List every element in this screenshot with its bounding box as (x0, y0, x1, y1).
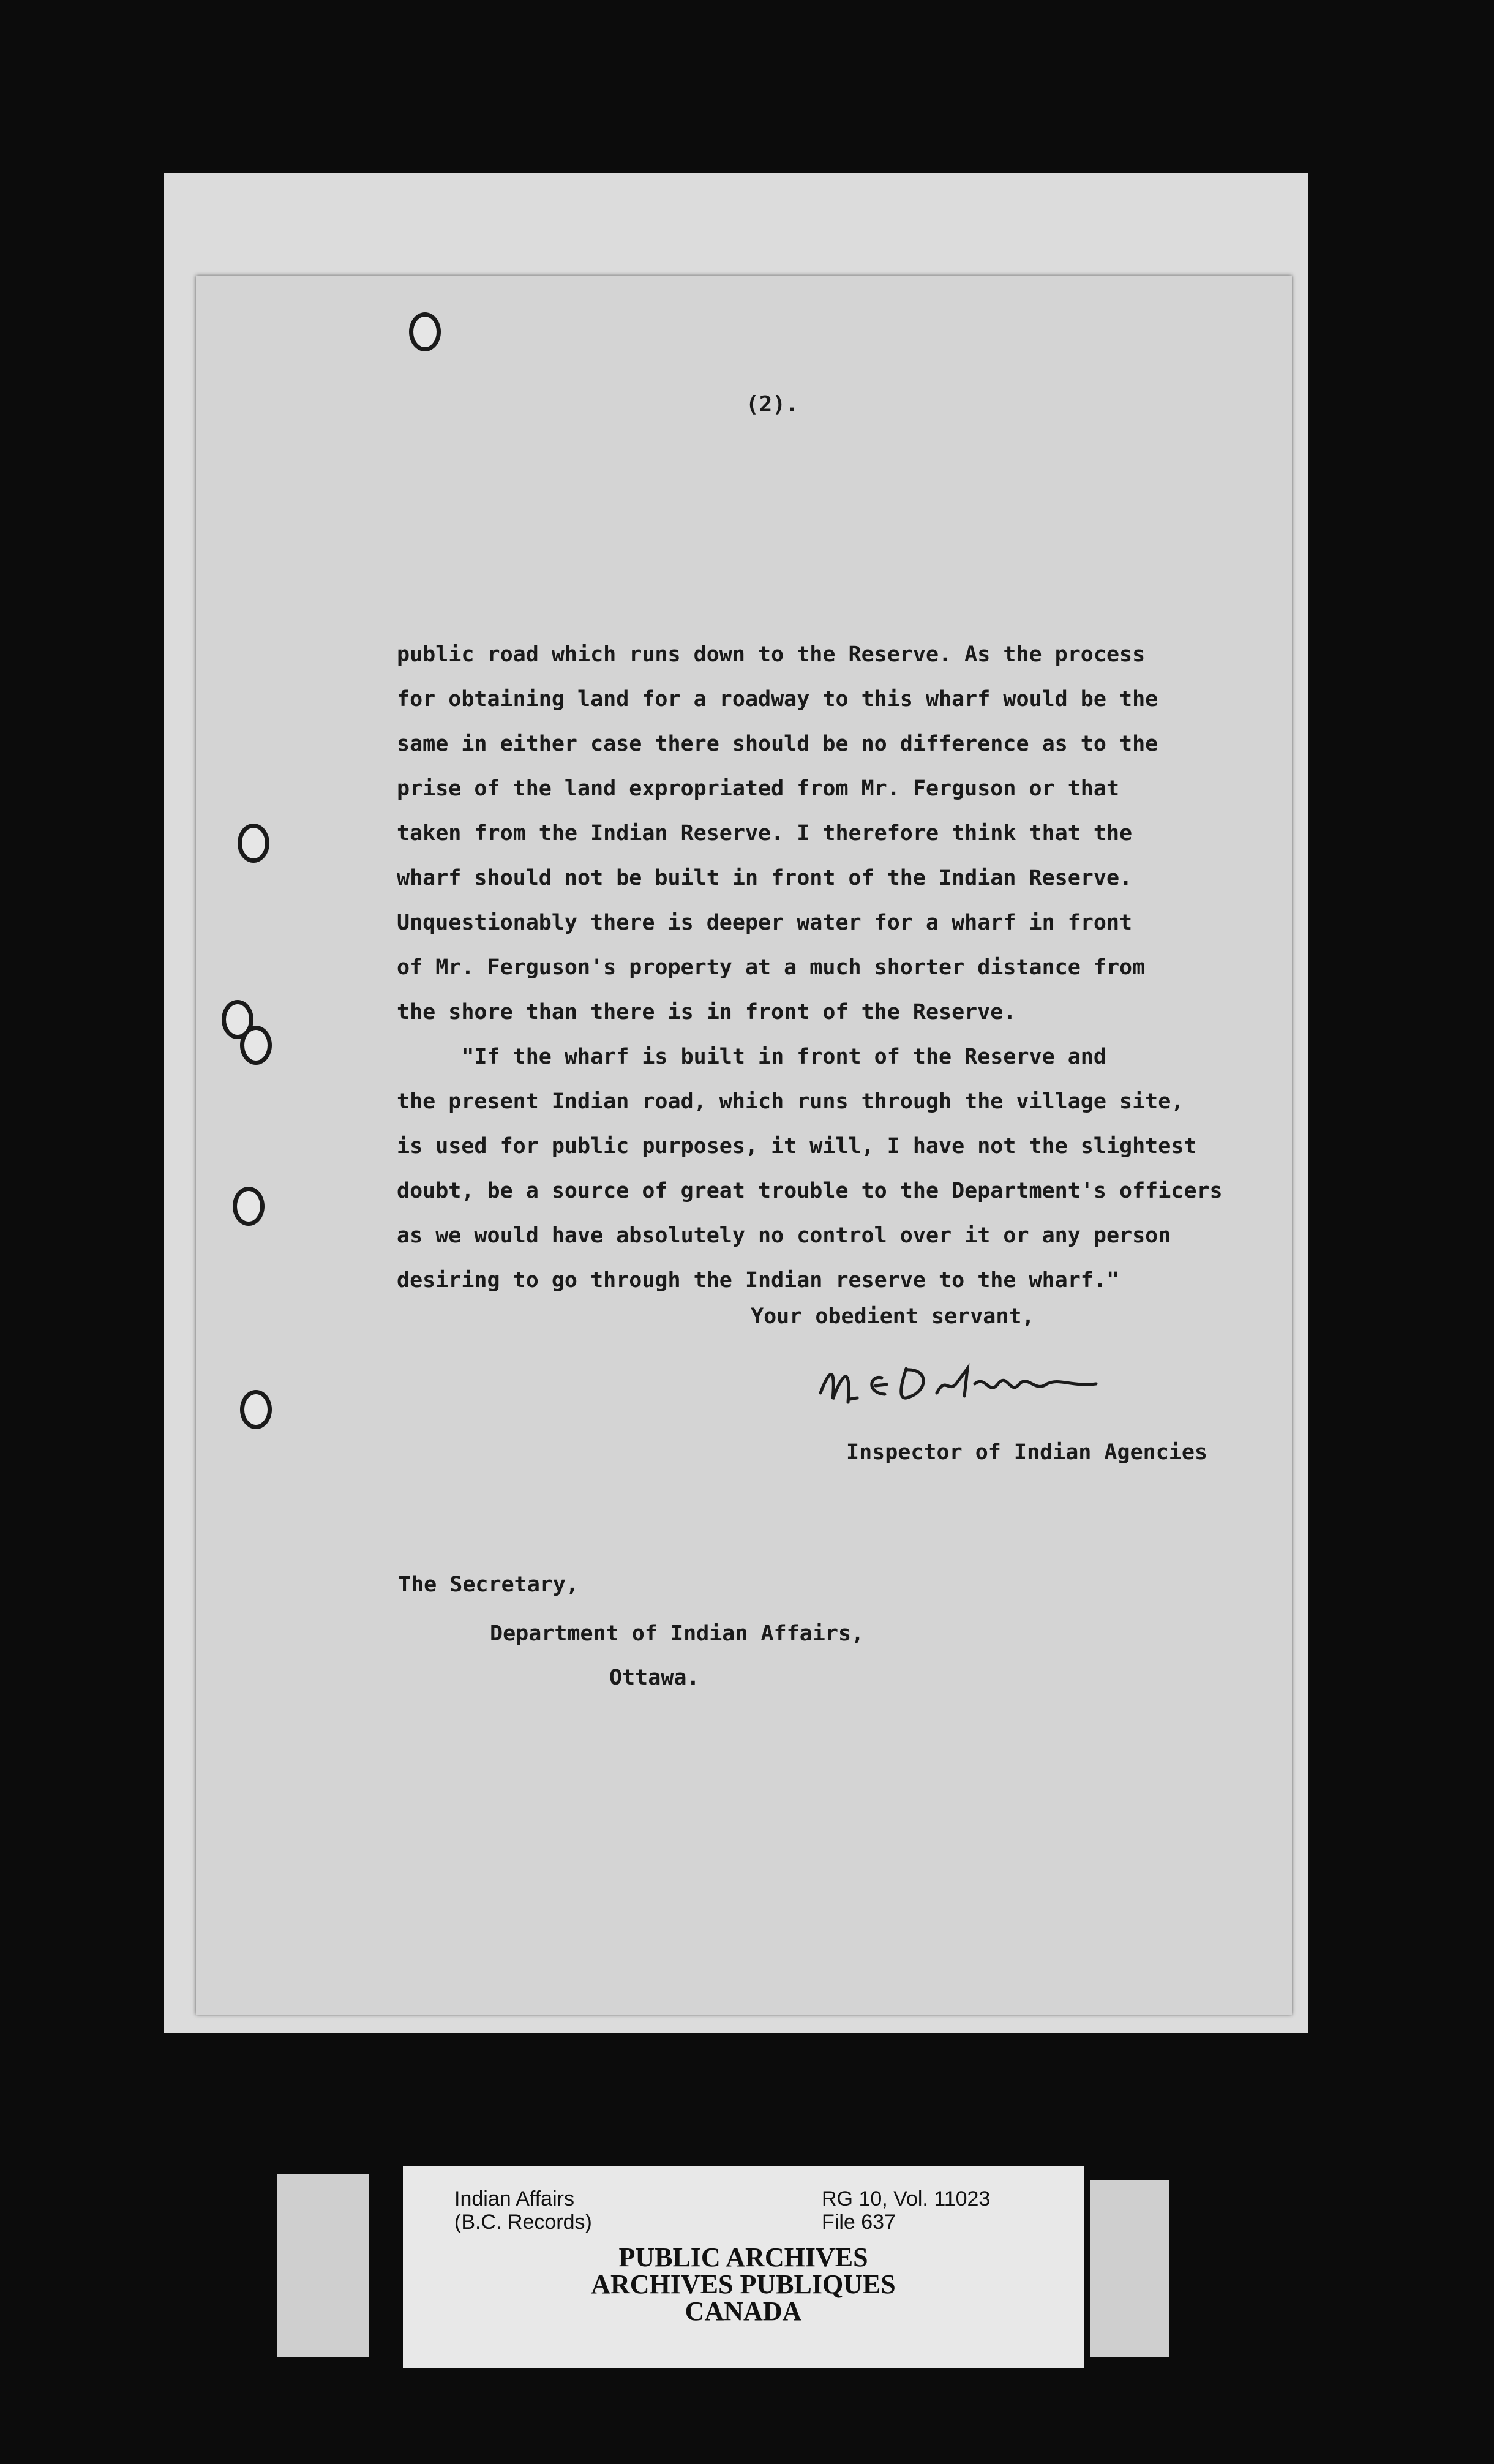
label-reference: RG 10, Vol. 11023 (822, 2187, 991, 2210)
body-line: "If the wharf is built in front of the Reserve and (397, 1045, 1106, 1069)
label-file: File 637 (822, 2210, 896, 2234)
body-line: of Mr. Ferguson's property at a much shorter distance from (397, 955, 1146, 980)
body-line: taken from the Indian Reserve. I therefore think that the (397, 821, 1133, 846)
handwritten-signature (814, 1350, 1108, 1418)
signer-title: Inspector of Indian Agencies (846, 1440, 1208, 1465)
punch-hole (240, 1390, 272, 1429)
label-tab (1090, 2180, 1169, 2357)
body-line: wharf should not be built in front of the Indian Reserve. (397, 866, 1133, 890)
body-line: Unquestionably there is deeper water for a wharf in front (397, 911, 1133, 935)
body-line: for obtaining land for a roadway to this wharf would be the (397, 687, 1158, 712)
label-tab (277, 2174, 369, 2357)
punch-hole (233, 1187, 265, 1226)
body-line: is used for public purposes, it will, I have not the slightest (397, 1134, 1197, 1159)
punch-hole (240, 1026, 272, 1065)
body-line: as we would have absolutely no control over it or any person (397, 1223, 1171, 1248)
punch-hole (238, 824, 269, 863)
body-line: desiring to go through the Indian reserve to the wharf." (397, 1268, 1120, 1293)
label-collection-sub: (B.C. Records) (454, 2210, 592, 2234)
archives-country: CANADA (685, 2296, 802, 2326)
body-line: same in either case there should be no difference as to the (397, 732, 1158, 756)
page-number: (2). (746, 392, 799, 417)
body-line: prise of the land expropriated from Mr. Ferguson or that (397, 776, 1120, 801)
addressee-line: Ottawa. (609, 1666, 700, 1690)
letter-body (397, 588, 1254, 1348)
body-line: the shore than there is in front of the Reserve. (397, 1000, 1016, 1024)
body-line: doubt, be a source of great trouble to the Department's officers (397, 1179, 1223, 1203)
punch-hole (409, 312, 441, 351)
closing-salutation: Your obedient servant, (751, 1304, 1035, 1329)
body-line: public road which runs down to the Reserve. As the process (397, 642, 1146, 667)
label-collection: Indian Affairs (454, 2187, 574, 2210)
addressee-line: Department of Indian Affairs, (490, 1621, 865, 1646)
archives-english: PUBLIC ARCHIVES (618, 2242, 868, 2272)
archives-french: ARCHIVES PUBLIQUES (591, 2269, 896, 2299)
archives-stamp (403, 2244, 1084, 2325)
addressee-line: The Secretary, (398, 1572, 579, 1597)
body-line: the present Indian road, which runs through the village site, (397, 1089, 1184, 1114)
